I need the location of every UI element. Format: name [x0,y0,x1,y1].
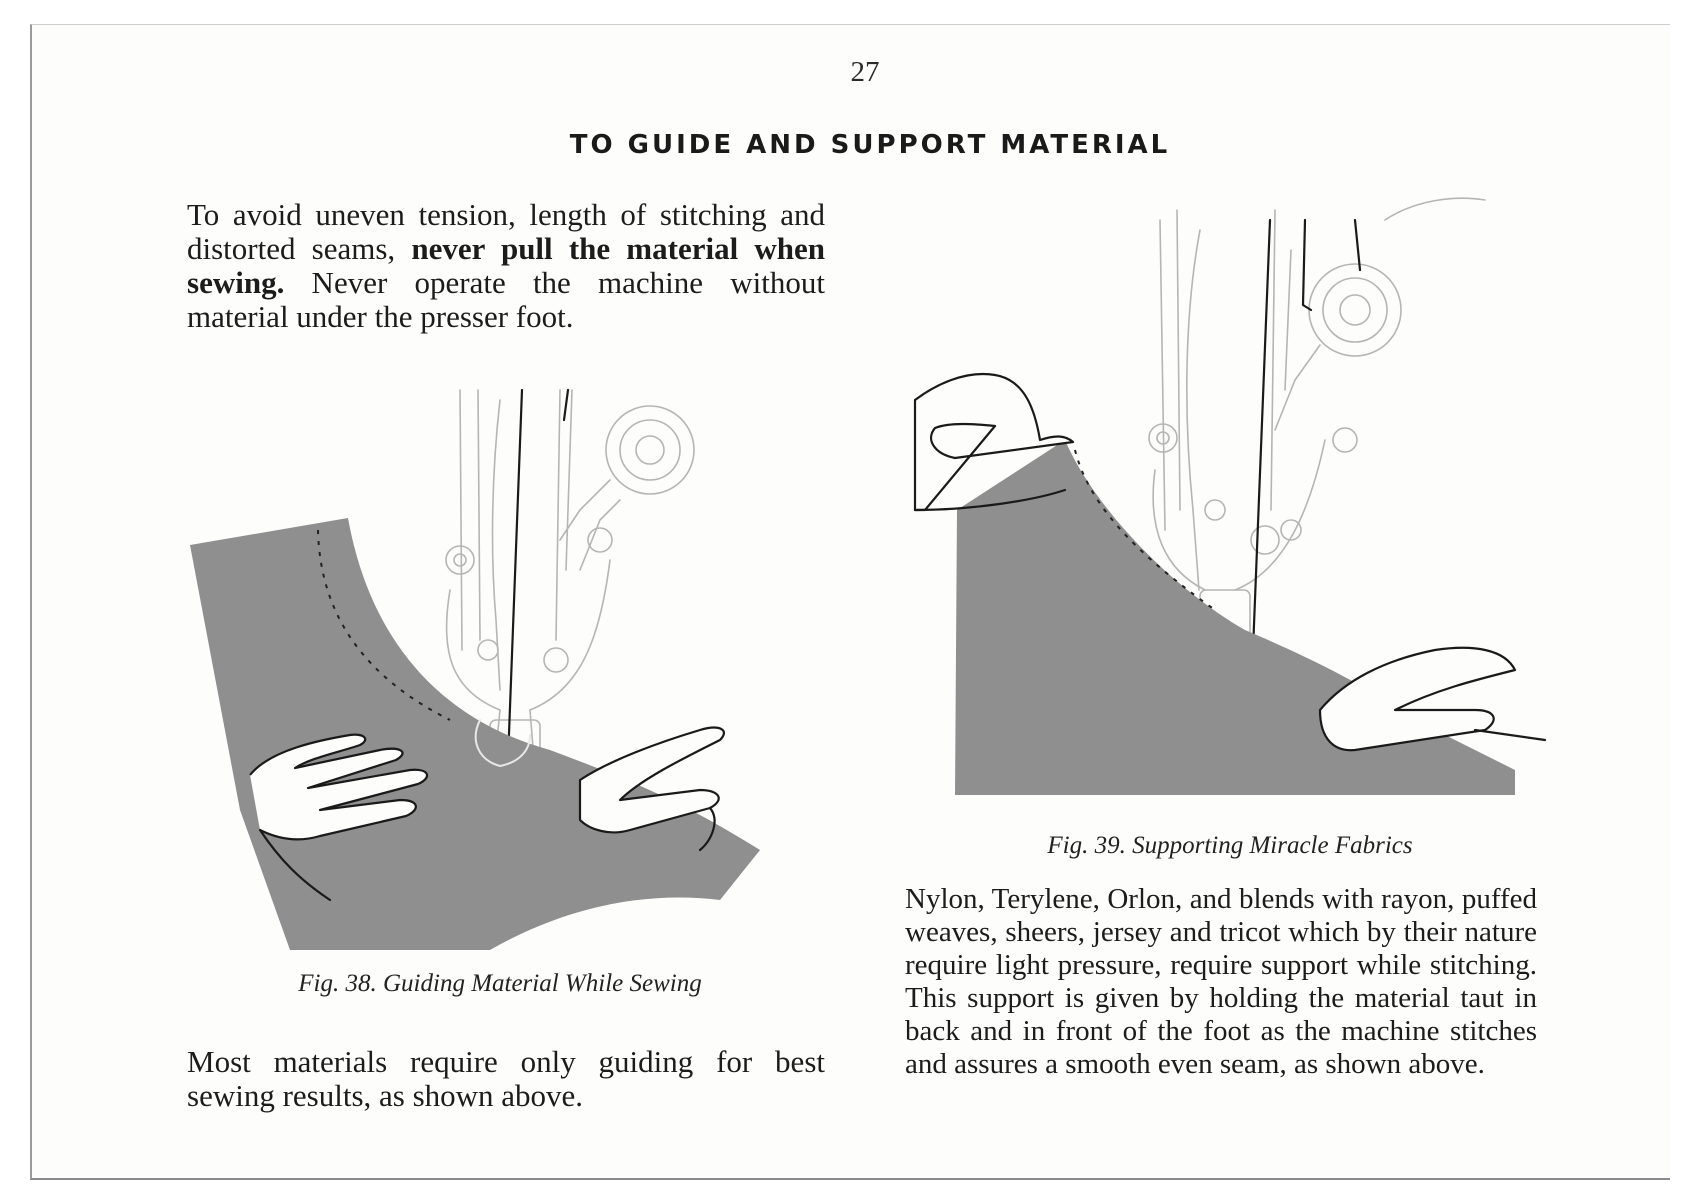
needle-bar [1253,220,1270,650]
needle-bar [508,390,522,760]
intro-text-2: Never operate the machine without material under the presser foot. [187,265,825,334]
intro-bold-warning: never pull the material when sewing. [187,231,825,300]
figure-39-caption: Fig. 39. Supporting Miracle Fabrics [1047,832,1413,859]
fabric-shape [955,440,1515,795]
figure-39-illustration [915,210,1545,800]
page-heading: TO GUIDE AND SUPPORT MATERIAL [569,130,1171,160]
figure-38-caption: Fig. 38. Guiding Material While Sewing [298,970,702,997]
left-paragraph: Most materials require only guiding for best sewing results, as shown above. [187,1044,825,1113]
thread-line [1355,220,1360,270]
intro-paragraph [187,198,825,334]
figure-38-illustration [200,390,820,960]
page-number: 27 [850,56,880,88]
right-paragraph: Nylon, Terylene, Orlon, and blends with rayon, puffed weaves, sheers, jersey and tricot which by their nature require light pressure, require support while stitching. This support is given by holding the material taut in back and in front of the foot as the machine stitches and assures a smooth even seam, as shown above. [905,883,1537,1080]
intro-text-1: To avoid uneven tension, length of stitching and distorted seams, [187,197,825,266]
thread-line [564,390,568,420]
right-hand [1320,648,1545,750]
thread-guide [1303,220,1311,310]
